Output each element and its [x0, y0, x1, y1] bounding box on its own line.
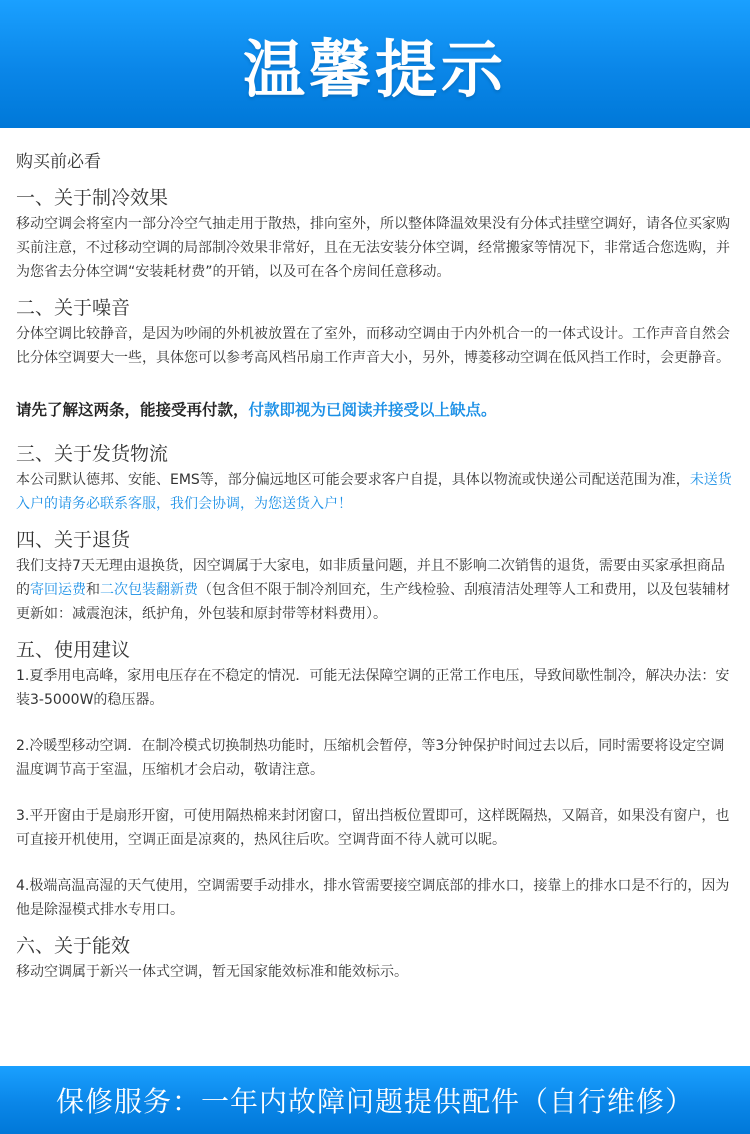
section-returns: [16, 526, 738, 626]
section-efficiency: [16, 932, 738, 984]
section-usage: [16, 636, 738, 922]
section-body: 分体空调比较静音，是因为吵闹的外机被放置在了室外，而移动空调由于内外机合一的一体式设计。工作声音自然会比分体空调要大一些，具体您可以参考高风档吊扇工作声音大小，另外，博菱移动空调在低风挡工作时，会更静音。: [16, 326, 730, 366]
notice-text: 请先了解这两条，能接受再付款，: [16, 401, 249, 419]
section-body: 移动空调会将室内一部分冷空气抽走用于散热，排向室外，所以整体降温效果没有分体式挂壁空调好，请各位买家购买前注意，不过移动空调的局部制冷效果非常好，且在无法安装分体空调，经常搬家等情况下，非常适合您选购，并为您省去分体空调“安装耗材费”的开销，以及可在各个房间任意移动。: [16, 216, 730, 280]
body-text: （包含但不限于制冷剂回充，生产线检验、刮痕清洁处理等人工和费用，以及包装辅材更新如：减震泡沫，纸护角，外包装和原封带等材料费用）。: [16, 581, 730, 622]
footer-banner: [0, 1066, 750, 1134]
section-title: 三、关于发货物流: [16, 442, 169, 465]
return-shipping-highlight: 寄回运费: [30, 581, 86, 598]
usage-item: 3.平开窗由于是扇形开窗，可使用隔热棉来封闭窗口，留出挡板位置即可，这样既隔热，又隔音，如果没有窗户，也可直接开机使用，空调正面是凉爽的，热风往后吹。空调背面不待人就可以昵。: [16, 807, 730, 848]
section-title: 四、关于退货: [16, 528, 131, 551]
section-title: 五、使用建议: [16, 638, 131, 661]
header-banner: [0, 0, 750, 128]
warranty-text: 保修服务：一年内故障问题提供配件（自行维修）: [55, 1085, 694, 1118]
page-title: 温馨提示: [242, 32, 507, 106]
section-title: 六、关于能效: [16, 934, 131, 957]
usage-item: 4.极端高温高湿的天气使用，空调需要手动排水，排水管需要接空调底部的排水口，接靠上的排水口是不行的，因为他是除湿模式排水专用口。: [16, 877, 730, 918]
usage-item: 1.夏季用电高峰，家用电压存在不稳定的情况．可能无法保障空调的正常工作电压，导致间歇性制冷，解决办法：安装3-5000W的稳压器。: [16, 667, 730, 708]
section-body: [16, 468, 738, 516]
section-body: [16, 554, 738, 626]
conjunction: 和: [86, 581, 100, 598]
pre-title: 购买前必看: [16, 152, 101, 172]
section-cooling: [16, 184, 738, 284]
section-body: 移动空调属于新兴一体式空调，暂无国家能效标准和能效标示。: [16, 963, 408, 980]
content-area: [16, 140, 738, 984]
section-noise: [16, 294, 738, 370]
body-text: 我们支持7天无理由退换货，因空调属于大家电，如非质量问题，并且不影响二次销售的退货，需要由买家承担商品的: [16, 557, 725, 598]
notice-highlight: 付款即视为已阅读并接受以上缺点。: [248, 401, 497, 419]
body-highlight: 未送货入户的请务必联系客服，我们会协调，为您送货入户！: [16, 471, 732, 512]
section-title: 一、关于制冷效果: [16, 187, 169, 209]
section-shipping: [16, 440, 738, 516]
section-title: 二、关于噪音: [16, 297, 131, 319]
repack-fee-highlight: 二次包装翻新费: [100, 581, 198, 598]
body-text: 本公司默认德邦、安能、EMS等，部分偏远地区可能会要求客户自提，具体以物流或快递公司配送范围为准，: [16, 471, 690, 488]
usage-item: 2.冷暖型移动空调．在制冷模式切换制热功能时，压缩机会暂停，等3分钟保护时间过去以后，同时需要将设定空调温度调节高于室温，压缩机才会启动，敬请注意。: [16, 737, 725, 778]
payment-notice: [16, 396, 738, 424]
